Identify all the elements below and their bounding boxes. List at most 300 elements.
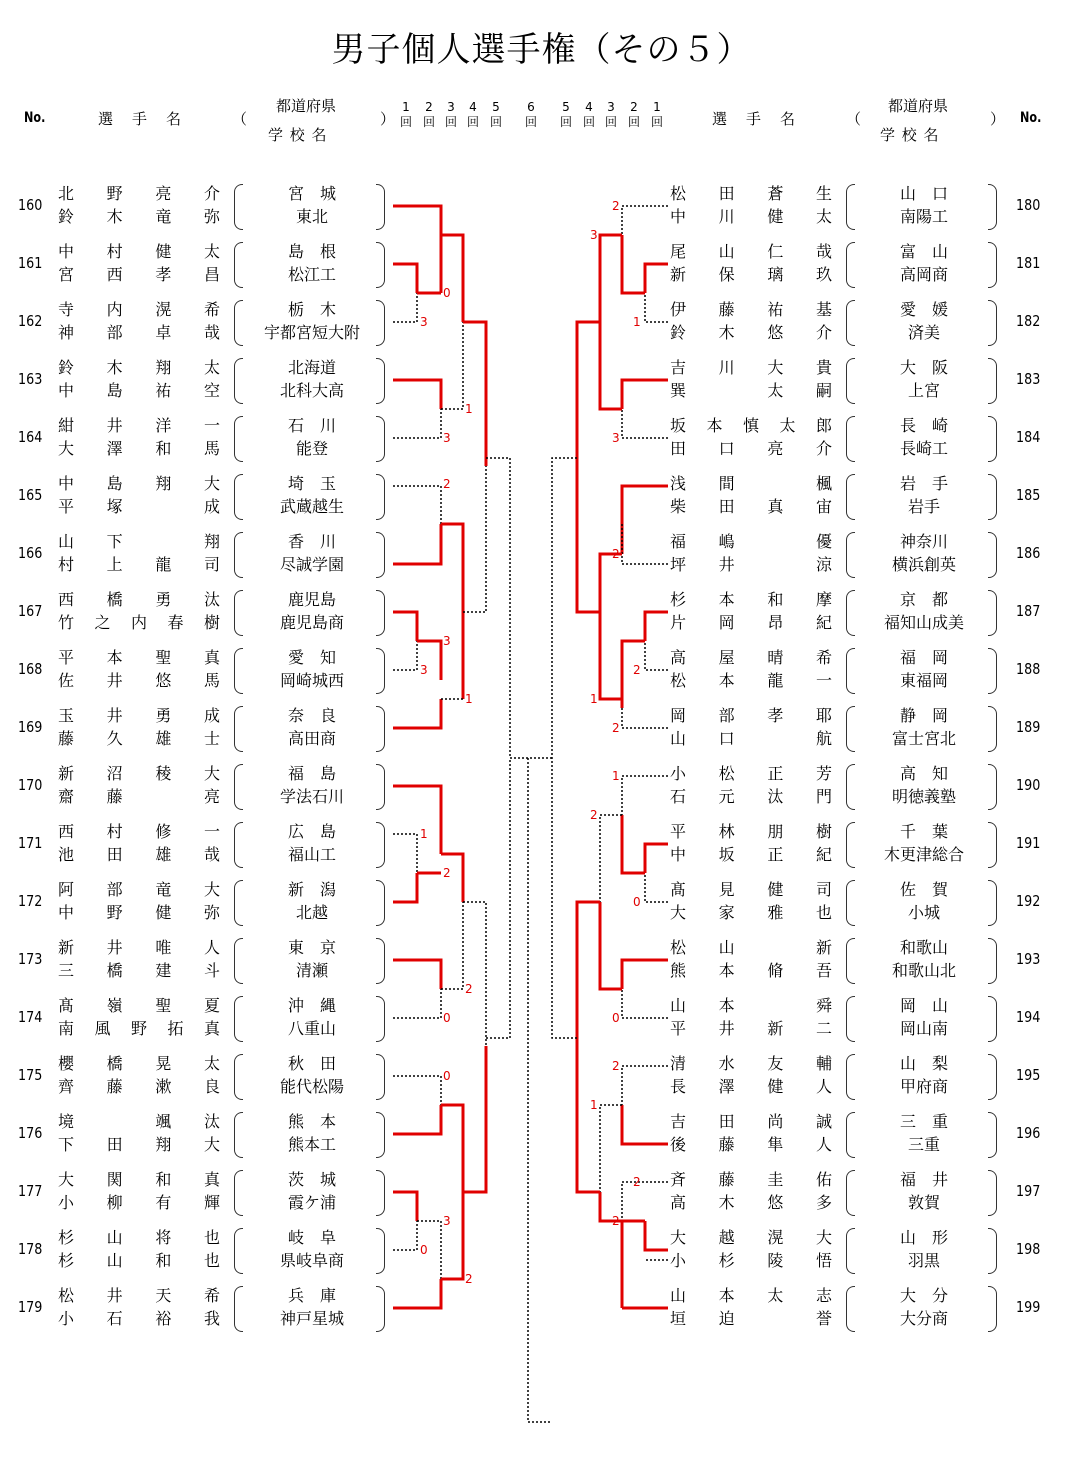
bracket-line-win [600,322,622,409]
player-name: 中 村 健 太 [58,242,220,261]
round-header-left: 3 回 [444,100,457,129]
bracket-line-loss [622,409,668,438]
score-label: 3 [590,228,598,242]
school-name: 能登 [295,439,328,458]
player-name: 玉 井 勇 成 [58,706,220,725]
score-label: 2 [612,547,620,561]
school-name: 高田商 [287,729,336,748]
prefecture: 佐 賀 [899,880,948,899]
school-name: 横浜創英 [891,555,956,574]
entry-number: 198 [1016,1240,1041,1258]
bracket-line-win [577,322,600,466]
school-name: 東北 [295,207,328,226]
player-name: 垣 迫 誉 [670,1309,832,1328]
prefecture: 長 崎 [899,416,948,435]
player-name: 小 杉 陵 悟 [670,1251,832,1270]
school-name: 熊本工 [287,1135,336,1154]
score-label: 1 [420,827,428,841]
bracket-line-loss [393,1221,417,1250]
player-name: 大 越 滉 大 [670,1228,832,1247]
player-name: 神 部 卓 哉 [58,323,220,342]
player-name: 山 本 太 志 [670,1286,832,1305]
prefecture: 山 口 [899,184,948,203]
bracket-line-loss [552,458,577,758]
player-name: 斉 藤 圭 佑 [670,1170,832,1189]
score-label: 0 [443,286,451,300]
player-name: 中 川 健 太 [670,207,832,226]
player-name: 高 屋 晴 希 [670,648,832,667]
entry-number: 164 [18,428,43,446]
score-label: 0 [633,895,641,909]
player-name: 境 颯 汰 [58,1112,220,1131]
entry-number: 170 [18,776,43,794]
bracket-line-win [393,1105,441,1134]
player-name: 大 澤 和 馬 [58,439,220,458]
bracket-line-win [393,264,417,293]
bracket-line-win [645,844,668,873]
pref-label-right: 都道府県 [888,97,949,115]
bracket-line-loss [622,989,668,1018]
entry-number: 187 [1016,602,1041,620]
entry-number: 197 [1016,1182,1041,1200]
round-header-right: 1 回 [650,100,663,129]
prefecture: 秋 田 [287,1054,336,1073]
entry-number: 194 [1016,1008,1041,1026]
school-name: 大分商 [899,1309,948,1328]
score-label: 2 [633,1175,641,1189]
school-name: 北科大高 [279,381,344,400]
no-label-left: No. [24,110,46,126]
bracket-line-loss [393,989,441,1018]
paren-open-right: （ [846,110,862,128]
prefecture: 高 知 [899,764,948,783]
player-name: 鈴 木 悠 介 [670,323,832,342]
prefecture: 石 川 [287,416,336,435]
player-name: 三 橋 建 斗 [58,961,220,980]
name-label-left: 選 手 名 [98,110,184,128]
player-name: 新 保 璃 玖 [670,265,832,284]
school-name: 済美 [907,323,940,342]
player-name: 南 風 野 拓 真 [58,1019,221,1038]
round-header-right: 4 回 [582,100,595,129]
player-name: 山 下 翔 [58,532,220,551]
school-name: 和歌山北 [891,961,956,980]
school-name: 学法石川 [279,787,344,806]
player-name: 小 石 裕 我 [58,1309,220,1328]
player-name: 中 島 翔 大 [58,474,220,493]
school-name: 敦賀 [907,1193,940,1212]
player-name: 熊 本 脩 吾 [670,961,832,980]
bracket-line-win [463,322,486,466]
entry-number: 191 [1016,834,1041,852]
player-name: 吉 川 大 貴 [670,358,832,377]
prefecture: 和歌山 [899,938,948,957]
prefecture: 京 都 [899,590,948,609]
entry-number: 162 [18,312,43,330]
score-label: 3 [443,634,451,648]
bracket-line-win [463,1046,486,1192]
player-name: 平 本 聖 真 [58,648,220,667]
player-name: 紺 井 洋 一 [58,416,220,435]
player-name: 田 口 亮 介 [670,439,832,458]
prefecture: 愛 知 [287,648,336,667]
entry-number: 168 [18,660,43,678]
school-name: 羽黒 [907,1251,940,1270]
round-header-center: 6 回 [524,100,537,129]
player-name: 福 嶋 優 [670,532,832,551]
bracket-line-win [393,524,441,564]
school-name: 尽誠学園 [279,555,344,574]
school-name: 福山工 [287,845,336,864]
round-header-right: 5 回 [559,100,572,129]
paren-close-right: ） [990,110,1006,128]
bracket-line-win [441,1192,463,1279]
score-label: 1 [465,402,473,416]
score-label: 2 [443,477,451,491]
paren-close-left: ） [380,110,396,128]
player-name: 櫻 橋 晃 太 [58,1054,220,1073]
prefecture: 岩 手 [899,474,948,493]
school-name: 岡山南 [899,1019,948,1038]
prefecture: 香 川 [287,532,336,551]
bracket-line-loss [486,458,510,758]
entry-number: 190 [1016,776,1041,794]
school-name: 明徳義塾 [891,787,956,806]
prefecture: 大 分 [899,1286,948,1305]
player-name: 松 本 龍 一 [670,671,832,690]
bracket-line-win [393,1279,441,1308]
entry-number: 193 [1016,950,1041,968]
score-label: 2 [465,1272,473,1286]
score-label: 3 [420,315,428,329]
school-label-left: 学 校 名 [268,126,328,144]
player-name: 髙 見 健 司 [670,880,832,899]
prefecture: 福 島 [287,764,336,783]
player-name: 坂 本 慎 太 郎 [670,416,833,435]
entry-number: 166 [18,544,43,562]
score-label: 2 [612,721,620,735]
school-name: 松江工 [287,265,336,284]
bracket-line-loss [645,873,668,902]
entry-number: 182 [1016,312,1041,330]
prefecture: 山 梨 [899,1054,948,1073]
no-label-right: No. [1020,110,1042,126]
player-name: 平 林 朋 樹 [670,822,832,841]
player-name: 松 山 新 [670,938,832,957]
bracket-line-loss [622,708,668,728]
school-name: 県岐阜商 [279,1251,344,1270]
player-name: 西 橋 勇 汰 [58,590,220,609]
player-name: 岡 部 孝 耶 [670,706,832,725]
entry-number: 160 [18,196,43,214]
score-label: 2 [633,663,641,677]
bracket-line-win [577,1046,600,1192]
player-name: 伊 藤 祐 基 [670,300,832,319]
player-name: 平 塚 成 [58,497,220,516]
prefecture: 広 島 [287,822,336,841]
prefecture: 福 岡 [899,648,948,667]
bracket-line-win [622,486,668,554]
player-name: 藤 久 雄 士 [58,729,220,748]
bracket-line-win [577,902,600,1046]
page-title: 男子個人選手権（その５） [331,30,752,70]
school-name: 福知山成美 [883,613,964,632]
bracket-line-win [393,612,417,641]
bracket-line-loss [645,641,668,670]
bracket-line-loss [393,1076,441,1105]
prefecture: 北海道 [287,358,336,377]
player-name: 新 井 唯 人 [58,938,220,957]
paren-open-left: （ [232,110,248,128]
bracket-line-win [441,235,463,322]
bracket-line-loss [393,409,441,438]
player-name: 山 本 舜 [670,996,832,1015]
school-name: 小城 [907,903,940,922]
bracket-line-loss [463,466,486,612]
player-name: 竹 之 内 春 樹 [58,613,221,632]
prefecture: 沖 縄 [287,996,336,1015]
school-name: 八重山 [287,1019,336,1038]
round-header-left: 2 回 [422,100,435,129]
prefecture: 福 井 [899,1170,948,1189]
prefecture: 埼 玉 [287,474,336,493]
player-name: 中 島 祐 空 [58,381,220,400]
round-header-left: 5 回 [489,100,502,129]
entry-number: 178 [18,1240,43,1258]
prefecture: 茨 城 [287,1170,336,1189]
entry-number: 171 [18,834,43,852]
score-label: 3 [612,431,620,445]
player-name: 長 澤 健 人 [670,1077,832,1096]
entry-number: 188 [1016,660,1041,678]
score-label: 2 [443,866,451,880]
entry-number: 184 [1016,428,1041,446]
entry-number: 180 [1016,196,1041,214]
prefecture: 宮 城 [287,184,336,203]
bracket-line-win [393,960,441,989]
score-label: 1 [590,1098,598,1112]
score-label: 2 [612,1059,620,1073]
bracket-line-win [393,699,441,728]
bracket-line-win [441,1105,463,1192]
player-name: 石 元 汰 門 [670,787,832,806]
bracket-line-win [645,1221,668,1250]
player-name: 小 柳 有 輝 [58,1193,220,1212]
school-name: 甲府商 [899,1077,948,1096]
bracket-line-loss [393,486,441,554]
score-label: 2 [465,982,473,996]
school-name: 南陽工 [899,207,948,226]
pref-label-left: 都道府県 [276,97,337,115]
player-name: 杉 山 和 也 [58,1251,220,1270]
bracket-line-loss [393,834,417,873]
school-name: 岡崎城西 [279,671,344,690]
bracket-line-loss [622,206,668,235]
player-name: 中 坂 正 紀 [670,845,832,864]
bracket-line-win [622,235,645,293]
entry-number: 186 [1016,544,1041,562]
player-name: 宮 西 孝 昌 [58,265,220,284]
bracket-line-loss [622,1182,668,1221]
player-name: 吉 田 尚 誠 [670,1112,832,1131]
entry-number: 192 [1016,892,1041,910]
school-name: 岩手 [907,497,940,516]
bracket-line-win [622,1105,668,1144]
name-label-right: 選 手 名 [712,110,798,128]
school-name: 長崎工 [899,439,948,458]
entry-number: 165 [18,486,43,504]
player-name: 山 口 航 [670,729,832,748]
score-label: 0 [443,1011,451,1025]
player-name: 浅 間 楓 [670,474,832,493]
score-label: 1 [633,315,641,329]
school-name: 清瀬 [295,961,328,980]
bracket-line-win [622,960,668,989]
prefecture: 熊 本 [287,1112,336,1131]
round-header-right: 2 回 [627,100,640,129]
prefecture: 奈 良 [287,706,336,725]
score-label: 0 [420,1243,428,1257]
player-name: 高 木 悠 多 [670,1193,832,1212]
player-name: 清 水 友 輔 [670,1054,832,1073]
prefecture: 三 重 [899,1112,948,1131]
player-name: 大 家 雅 也 [670,903,832,922]
prefecture: 東 京 [287,938,336,957]
entry-number: 177 [18,1182,43,1200]
school-label-right: 学 校 名 [880,126,940,144]
player-name: 村 上 龍 司 [58,555,220,574]
bracket-line-loss [393,641,417,670]
score-label: 1 [465,692,473,706]
player-name: 中 野 健 弥 [58,903,220,922]
bracket-line-win [645,612,668,641]
entry-number: 181 [1016,254,1041,272]
entry-number: 173 [18,950,43,968]
score-label: 3 [420,663,428,677]
entry-number: 174 [18,1008,43,1026]
bracket-line-win [600,554,622,612]
school-name: 東福岡 [899,671,948,690]
score-label: 3 [443,1214,451,1228]
bracket-line-loss [622,524,668,564]
bracket-line-loss [622,776,668,815]
player-name: 後 藤 隼 人 [670,1135,832,1154]
school-name: 霞ケ浦 [287,1193,336,1212]
score-label: 0 [612,1011,620,1025]
school-name: 武蔵越生 [279,497,344,516]
player-name: 鈴 木 翔 太 [58,358,220,377]
prefecture: 新 潟 [287,880,336,899]
prefecture: 島 根 [287,242,336,261]
bracket-line-loss [463,902,486,1046]
school-name: 高岡商 [899,265,948,284]
player-name: 下 田 翔 大 [58,1135,220,1154]
school-name: 三重 [907,1135,940,1154]
score-label: 2 [612,199,620,213]
entry-number: 163 [18,370,43,388]
player-name: 髙 嶺 聖 夏 [58,996,220,1015]
player-name: 杉 本 和 摩 [670,590,832,609]
prefecture: 兵 庫 [287,1286,336,1305]
bracket-line-loss [441,322,463,409]
prefecture: 静 岡 [899,706,948,725]
entry-number: 172 [18,892,43,910]
player-name: 平 井 新 二 [670,1019,832,1038]
bracket-line-win [441,524,463,699]
score-label: 0 [443,1069,451,1083]
player-name: 松 井 天 希 [58,1286,220,1305]
bracket-line-loss [486,758,510,1038]
player-name: 阿 部 竜 大 [58,880,220,899]
prefecture: 富 山 [899,242,948,261]
player-name: 片 岡 昂 紀 [670,613,832,632]
player-name: 尾 山 仁 哉 [670,242,832,261]
entry-number: 199 [1016,1298,1041,1316]
school-name: 能代松陽 [279,1077,344,1096]
bracket-line-loss [600,815,622,902]
player-name: 大 関 和 真 [58,1170,220,1189]
entry-number: 169 [18,718,43,736]
score-label: 3 [443,431,451,445]
bracket-line-win [577,466,600,612]
school-name: 北越 [295,903,328,922]
school-name: 上宮 [907,381,940,400]
bracket-line-loss [552,758,577,1038]
player-name: 西 村 修 一 [58,822,220,841]
bracket-line-win [600,612,622,699]
prefecture: 千 葉 [899,822,948,841]
prefecture: 大 阪 [899,358,948,377]
player-name: 柴 田 真 宙 [670,497,832,516]
player-name: 小 松 正 芳 [670,764,832,783]
entry-number: 161 [18,254,43,272]
school-name: 富士宮北 [891,729,956,748]
round-header-left: 1 回 [399,100,412,129]
round-header-right: 3 回 [604,100,617,129]
school-name: 神戸星城 [279,1309,344,1328]
player-name: 寺 内 滉 希 [58,300,220,319]
player-name: 齊 藤 漱 良 [58,1077,220,1096]
player-name: 巽 太 嗣 [670,381,832,400]
bracket-line-loss [393,293,417,322]
bracket-line-win [622,1221,645,1308]
player-name: 坪 井 涼 [670,555,832,574]
school-name: 鹿児島商 [279,613,344,632]
entry-number: 179 [18,1298,43,1316]
prefecture: 栃 木 [287,300,336,319]
prefecture: 山 形 [899,1228,948,1247]
entry-number: 167 [18,602,43,620]
bracket-line-loss [441,902,463,989]
player-name: 佐 井 悠 馬 [58,671,220,690]
bracket-line-win [600,235,622,322]
prefecture: 神奈川 [899,532,948,551]
bracket-line-win [622,815,645,873]
entry-number: 183 [1016,370,1041,388]
player-name: 松 田 蒼 生 [670,184,832,203]
school-name: 宇都宮短大附 [263,323,360,342]
bracket-line-win [645,264,668,293]
bracket-line-win [393,380,441,409]
entry-number: 176 [18,1124,43,1142]
bracket-line-win [600,902,622,989]
bracket-line-win [393,873,417,902]
score-label: 2 [590,808,598,822]
entry-number: 185 [1016,486,1041,504]
bracket-line-loss [600,1105,622,1192]
player-name: 新 沼 稜 大 [58,764,220,783]
prefecture: 愛 媛 [899,300,948,319]
